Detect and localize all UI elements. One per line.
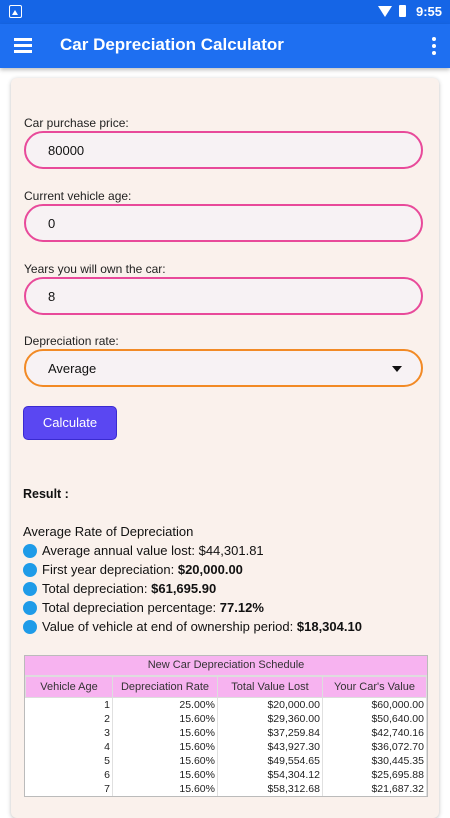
calculate-button[interactable]: Calculate [23, 406, 117, 440]
table-row: 5 15.60% $49,554.65 $30,445.35 [26, 754, 427, 768]
table-header: Depreciation Rate [113, 677, 218, 698]
bullet-icon [23, 544, 37, 558]
table-row: 3 15.60% $37,259.84 $42,740.16 [26, 726, 427, 740]
vehicle-age-value: 0 [48, 216, 56, 231]
status-time: 9:55 [415, 4, 442, 19]
result-line: Value of vehicle at end of ownership period: $18,304.10 [23, 619, 362, 635]
bullet-icon [23, 563, 37, 577]
bullet-icon [23, 601, 37, 615]
years-own-value: 8 [48, 289, 56, 304]
purchase-price-input[interactable] [24, 131, 423, 169]
depreciation-rate-label: Depreciation rate: [24, 334, 119, 348]
years-own-input[interactable] [24, 277, 423, 315]
vehicle-age-label: Current vehicle age: [24, 189, 132, 203]
vehicle-age-input[interactable] [24, 204, 423, 242]
more-options-icon[interactable] [432, 37, 436, 55]
table-header: Total Value Lost [218, 677, 323, 698]
app-bar [0, 24, 450, 68]
table-row: 1 25.00% $20,000.00 $60,000.00 [26, 698, 427, 713]
table-header: Vehicle Age [26, 677, 113, 698]
result-line: Average annual value lost: $44,301.81 [23, 543, 264, 559]
table-header: Your Car's Value [323, 677, 427, 698]
years-own-label: Years you will own the car: [24, 262, 166, 276]
depreciation-rate-select[interactable] [24, 349, 423, 387]
result-label: Result : [23, 487, 69, 501]
battery-icon [399, 5, 406, 17]
purchase-price-value: 80000 [48, 143, 85, 158]
result-title: Average Rate of Depreciation [23, 524, 194, 539]
result-line: Total depreciation: $61,695.90 [23, 581, 216, 597]
purchase-price-label: Car purchase price: [24, 116, 129, 130]
table-caption: New Car Depreciation Schedule [25, 656, 427, 676]
result-line: Total depreciation percentage: 77.12% [23, 600, 264, 616]
table-row: 4 15.60% $43,927.30 $36,072.70 [26, 740, 427, 754]
depreciation-rate-value: Average [48, 361, 97, 376]
app-title: Car Depreciation Calculator [60, 35, 284, 54]
image-notification-icon [9, 5, 22, 18]
table-row: 7 15.60% $58,312.68 $21,687.32 [26, 782, 427, 796]
wifi-icon [378, 6, 392, 17]
result-line: First year depreciation: $20,000.00 [23, 562, 243, 578]
dropdown-arrow-icon [392, 366, 402, 372]
menu-icon[interactable] [14, 38, 32, 52]
depreciation-schedule-table [24, 655, 428, 797]
status-bar [0, 0, 450, 24]
bullet-icon [23, 620, 37, 634]
table-row: 6 15.60% $54,304.12 $25,695.88 [26, 768, 427, 782]
table-row: 2 15.60% $29,360.00 $50,640.00 [26, 712, 427, 726]
bullet-icon [23, 582, 37, 596]
